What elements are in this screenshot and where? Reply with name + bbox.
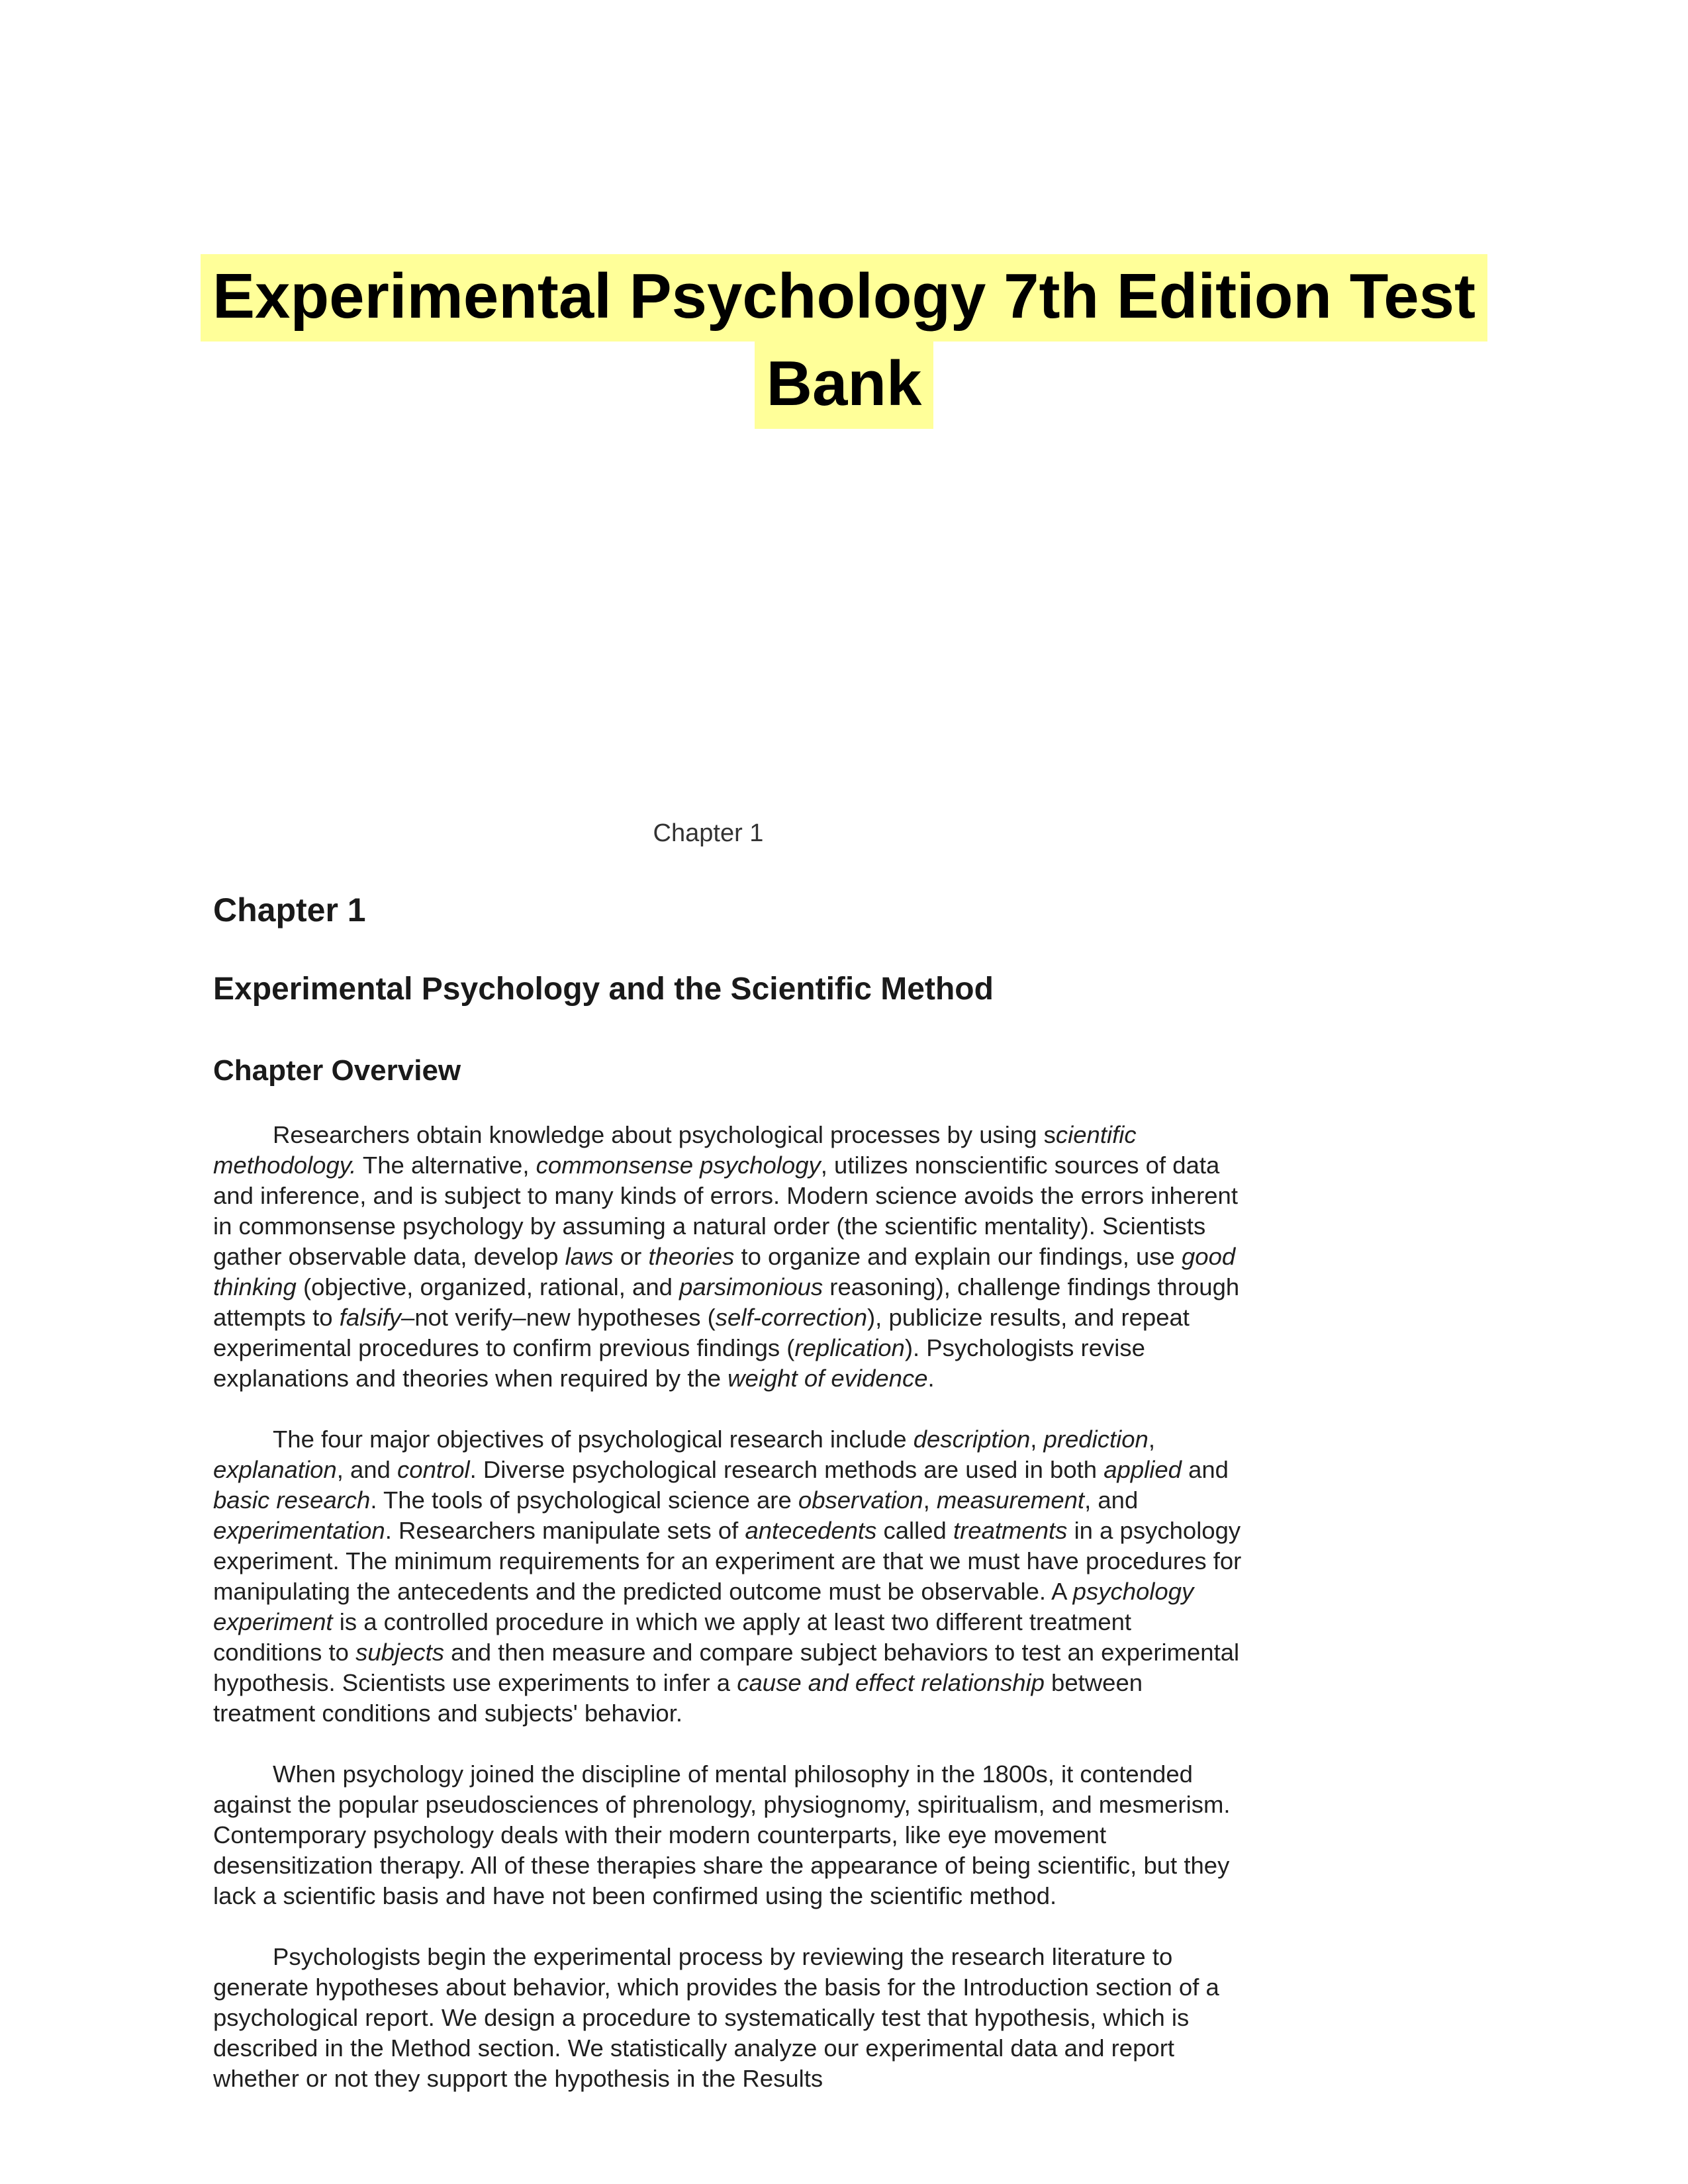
paragraph-text: , [1148,1426,1155,1453]
emphasized-term: basic research [213,1486,371,1514]
emphasized-term: treatments [953,1517,1068,1544]
emphasized-term: description [913,1426,1031,1453]
overview-paragraph [213,1759,1246,1911]
paragraph-text: in a psychology experiment. The minimum requirements for an experiment are that we must have procedures for manipulating the antecedents and the predicted outcome must be observable. A [213,1517,1242,1605]
emphasized-term: weight of evidence [727,1365,928,1392]
emphasized-term: self-correction [715,1304,868,1331]
emphasized-term: cientific methodology. [213,1121,1137,1179]
title-line-2: Bank [755,341,934,429]
running-head: Chapter 1 [653,819,764,847]
emphasized-term: theories [648,1243,735,1270]
paragraph-text: The four major objectives of psychological research include [273,1426,914,1453]
paragraph-text: When psychology joined the discipline of mental philosophy in the 1800s, it contended against the popular pseudosciences of phrenology, physiognomy, spiritualism, and mesmerism. Contemporary psychology deals with their modern counterparts, like eye movement desensitization therapy. All of these therapies share the appearance of being scientific, but they lack a scientific basis and have not been confirmed using the scientific method. [213,1760,1231,1909]
emphasized-term: experimentation [213,1517,385,1544]
paragraph-text: . [927,1365,935,1392]
emphasized-term: observation [798,1486,923,1514]
emphasized-term: control [397,1456,470,1483]
paragraph-text: or [613,1243,649,1270]
paragraph-text: Researchers obtain knowledge about psychological processes by using s [273,1121,1056,1148]
emphasized-term: falsify [339,1304,402,1331]
overview-paragraph [213,1942,1246,2094]
emphasized-term: laws [565,1243,614,1270]
emphasized-term: prediction [1043,1426,1149,1453]
paragraph-text: is a controlled procedure in which we apply at least two different treatment conditions to [213,1608,1132,1666]
paragraph-text: , and [1084,1486,1139,1514]
section-heading: Chapter Overview [213,1054,461,1087]
paragraph-text: . Researchers manipulate sets of [385,1517,745,1544]
emphasized-term: explanation [213,1456,337,1483]
emphasized-term: subjects [355,1639,444,1666]
paragraph-text: The alternative, [356,1152,536,1179]
emphasized-term: replication [794,1334,905,1361]
document-title [199,254,1489,429]
paragraph-text: . The tools of psychological science are [370,1486,798,1514]
overview-paragraphs [213,1120,1246,2094]
paragraph-text: and [1181,1456,1229,1483]
overview-paragraph [213,1424,1246,1729]
emphasized-term: antecedents [745,1517,877,1544]
paragraph-text: ), publicize results, and repeat experimental procedures to confirm previous findings ( [213,1304,1190,1361]
paragraph-text: –not verify–new hypotheses ( [401,1304,716,1331]
chapter-title: Experimental Psychology and the Scientific Method [213,972,994,1007]
paragraph-text: to organize and explain our findings, use [734,1243,1182,1270]
overview-paragraph [213,1120,1246,1394]
paragraph-text: called [876,1517,953,1544]
paragraph-text: , [1030,1426,1044,1453]
paragraph-text: reasoning), challenge findings through attempts to [213,1273,1240,1331]
emphasized-term: measurement [936,1486,1085,1514]
emphasized-term: cause and effect relationship [737,1669,1045,1696]
emphasized-term: applied [1103,1456,1182,1483]
paragraph-text: between treatment conditions and subjects' behavior. [213,1669,1143,1727]
paragraph-text: , and [336,1456,398,1483]
paragraph-text: Psychologists begin the experimental process by reviewing the research literature to generate hypotheses about behavior, which provides the basis for the Introduction section of a psychological report. We design a procedure to systematically test that hypothesis, which is described in the Method section. We statistically analyze our experimental data and report whether or not they support the hypothesis in the Results [213,1943,1219,2092]
paragraph-text: (objective, organized, rational, and [296,1273,680,1300]
chapter-heading: Chapter 1 [213,891,366,929]
title-line-1: Experimental Psychology 7th Edition Test [201,254,1487,341]
emphasized-term: commonsense psychology [536,1152,821,1179]
emphasized-term: psychology experiment [213,1578,1194,1635]
paragraph-text: ). Psychologists revise explanations and theories when required by the [213,1334,1145,1392]
paragraph-text: and then measure and compare subject behaviors to test an experimental hypothesis. Scientists use experiments to infer a [213,1639,1240,1696]
chapter-content [213,887,1246,2124]
paragraph-text: . Diverse psychological research methods are used in both [469,1456,1104,1483]
emphasized-term: parsimonious [679,1273,823,1300]
paragraph-text: , [923,1486,937,1514]
paragraph-text: , utilizes nonscientific sources of data and inference, and is subject to many kinds of errors. Modern science avoids the errors inherent in commonsense psychology by assuming a natural order (the scientific mentality). Scientists gather observable data, develop [213,1152,1238,1270]
emphasized-term: good thinking [213,1243,1236,1300]
